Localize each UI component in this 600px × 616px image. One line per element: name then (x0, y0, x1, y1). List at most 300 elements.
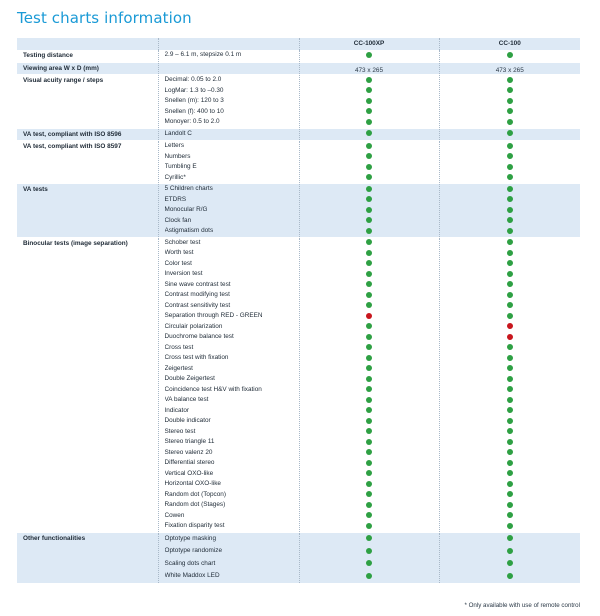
header-feature (17, 38, 158, 50)
available-dot-icon (507, 397, 513, 403)
available-dot-icon (366, 386, 372, 392)
available-dot-icon (366, 196, 372, 202)
cc-100-value (440, 96, 581, 107)
available-dot-icon (507, 98, 513, 104)
available-dot-icon (366, 439, 372, 445)
cc-100xp-cell (299, 141, 439, 184)
available-dot-icon (507, 548, 513, 554)
list-item: Random dot (Stages) (164, 501, 226, 508)
cc-100-value (440, 152, 581, 163)
list-item: Cross test (164, 343, 194, 351)
available-dot-icon (507, 130, 513, 136)
available-dot-icon (366, 108, 372, 114)
available-dot-icon (366, 334, 372, 340)
cc-100xp-cell (299, 237, 439, 532)
cc-100xp-value (300, 226, 439, 237)
list-item: Monoyer: 0.5 to 2.0 (164, 118, 220, 125)
cc-100xp-value (300, 353, 439, 364)
section-label: VA test, compliant with ISO 8597 (17, 141, 158, 184)
available-dot-icon (507, 108, 513, 114)
list-item: LogMar: 1.3 to –0.30 (164, 86, 224, 94)
available-dot-icon (366, 52, 372, 58)
list-item: Contrast modifying test (164, 291, 230, 298)
available-dot-icon (507, 143, 513, 149)
item-cell (158, 50, 299, 62)
cc-100xp-value (300, 533, 439, 546)
available-dot-icon (366, 502, 372, 508)
available-dot-icon (507, 376, 513, 382)
cc-100xp-value (300, 570, 439, 583)
list-item (165, 63, 299, 74)
table-row (17, 141, 580, 184)
list-item: Monocular R/G (164, 206, 208, 213)
cc-100xp-value (300, 558, 439, 571)
cc-100xp-value (300, 322, 439, 333)
cc-100-value (440, 521, 581, 532)
available-dot-icon (366, 186, 372, 192)
cc-100-value (440, 385, 581, 396)
cc-100-value (440, 469, 581, 480)
list-item: Clock fan (164, 216, 192, 224)
available-dot-icon (507, 449, 513, 455)
list-item: Tumbling E (164, 163, 197, 170)
available-dot-icon (366, 418, 372, 424)
list-item: Stereo valenz 20 (164, 448, 213, 456)
list-item: Stereo triangle 11 (164, 438, 215, 445)
available-dot-icon (366, 365, 372, 371)
list-item: Cross test with fixation (164, 354, 229, 361)
cc-100xp-value (300, 259, 439, 270)
list-item: Inversion test (164, 270, 203, 277)
list-item: Cowen (164, 511, 185, 519)
table-row (17, 532, 580, 583)
cc-100xp-value (300, 500, 439, 511)
cc-100-value (440, 353, 581, 364)
list-item: Separation through RED - GREEN (164, 312, 263, 319)
cc-100xp-value (300, 117, 439, 128)
cc-100-value (440, 259, 581, 270)
section-label: Viewing area W x D (mm) (17, 62, 158, 75)
available-dot-icon (507, 281, 513, 287)
cc-100xp-cell (299, 184, 439, 238)
cc-100-value (440, 332, 581, 343)
available-dot-icon (507, 217, 513, 223)
cc-100-value (440, 511, 581, 522)
cc-100xp-value (300, 205, 439, 216)
available-dot-icon (507, 523, 513, 529)
available-dot-icon (366, 292, 372, 298)
available-dot-icon (507, 271, 513, 277)
cc-100xp-value (300, 416, 439, 427)
cc-100xp-value (300, 406, 439, 417)
table-row (17, 62, 580, 75)
cc-100-value (440, 226, 581, 237)
cc-100xp-cell (299, 75, 439, 129)
cc-100xp-value (300, 141, 439, 152)
table-row (17, 237, 580, 532)
cc-100-value (440, 500, 581, 511)
list-item: Landolt C (164, 129, 192, 137)
available-dot-icon (507, 186, 513, 192)
cc-100xp-value (300, 374, 439, 385)
cc-100-value (440, 490, 581, 501)
cc-100xp-value (300, 269, 439, 280)
available-dot-icon (366, 428, 372, 434)
available-dot-icon (366, 344, 372, 350)
cc-100xp-cell (299, 128, 439, 141)
available-dot-icon (366, 535, 372, 541)
list-item: Double indicator (164, 417, 211, 424)
table-section (17, 184, 580, 238)
list-item: VA balance test (164, 396, 209, 403)
cc-100-value (440, 374, 581, 385)
cc-100xp-value (300, 427, 439, 438)
cc-100-value (440, 395, 581, 406)
available-dot-icon (366, 153, 372, 159)
list-item: Horizontal OXO-like (164, 480, 221, 487)
cc-100-value (440, 558, 581, 571)
cc-100-cell (439, 141, 580, 184)
available-dot-icon (507, 535, 513, 541)
item-cell (158, 141, 299, 184)
cc-100-value (440, 458, 581, 469)
list-item: ETDRS (164, 195, 187, 203)
cc-100-value (440, 205, 581, 216)
cc-100-value (440, 75, 581, 86)
list-item: Sine wave contrast test (164, 280, 231, 288)
section-label: Binocular tests (image separation) (17, 237, 158, 532)
available-dot-icon (507, 153, 513, 159)
cc-100xp-value (300, 479, 439, 490)
cc-100xp-value (300, 75, 439, 86)
cc-100-value (440, 533, 581, 546)
list-item: Schober test (164, 238, 201, 246)
cc-100-value (440, 195, 581, 206)
cc-100-value (440, 364, 581, 375)
cc-100-value (440, 343, 581, 354)
cc-100-value (440, 301, 581, 312)
section-label: VA tests (17, 184, 158, 238)
table-row (17, 184, 580, 238)
test-charts-table (17, 38, 580, 584)
cc-100-cell (439, 128, 580, 141)
cc-100xp-value (300, 385, 439, 396)
cc-100xp-value (300, 343, 439, 354)
table-row (17, 75, 580, 129)
cc-100-value (440, 248, 581, 259)
list-item: Scaling dots chart (164, 559, 216, 567)
list-item: Zeigertest (164, 364, 193, 372)
item-cell (158, 128, 299, 141)
cc-100-value (440, 570, 581, 583)
available-dot-icon (507, 250, 513, 256)
available-dot-icon (366, 376, 372, 382)
cc-100xp-cell (299, 532, 439, 583)
table-section (17, 141, 580, 184)
list-item: Decimal: 0.05 to 2.0 (164, 76, 222, 83)
list-item: Fixation disparity test (164, 522, 225, 529)
cc-100xp-value (300, 195, 439, 206)
available-dot-icon (366, 260, 372, 266)
available-dot-icon (366, 174, 372, 180)
cc-100-value (440, 416, 581, 427)
section-label: VA test, compliant with ISO 8596 (17, 128, 158, 141)
table-section (17, 62, 580, 75)
available-dot-icon (507, 302, 513, 308)
cc-100xp-value (300, 248, 439, 259)
available-dot-icon (366, 523, 372, 529)
cc-100xp-value (300, 490, 439, 501)
available-dot-icon (366, 98, 372, 104)
table-row (17, 50, 580, 62)
cc-100-value (440, 427, 581, 438)
cc-100-value (440, 545, 581, 558)
cc-100xp-value (300, 129, 439, 140)
cc-100xp-value (300, 63, 439, 74)
available-dot-icon (507, 470, 513, 476)
cc-100xp-value (300, 96, 439, 107)
cc-100-value (440, 117, 581, 128)
available-dot-icon (507, 174, 513, 180)
cc-100-value (440, 50, 581, 61)
header-cc-100xp: CC-100XP (299, 38, 439, 50)
cc-100xp-value (300, 238, 439, 249)
available-dot-icon (366, 470, 372, 476)
cc-100-value (440, 162, 581, 173)
available-dot-icon (366, 560, 372, 566)
list-item: Stereo test (164, 427, 196, 435)
cc-100xp-value (300, 437, 439, 448)
list-item: Circulair polarization (164, 322, 223, 330)
list-item: Numbers (164, 152, 191, 160)
available-dot-icon (366, 119, 372, 125)
footnote: * Only available with use of remote control (464, 602, 580, 609)
section-label: Visual acuity range / steps (17, 75, 158, 129)
cc-100xp-value (300, 332, 439, 343)
cc-100-value (440, 216, 581, 227)
available-dot-icon (507, 260, 513, 266)
cc-100-value (440, 311, 581, 322)
available-dot-icon (366, 573, 372, 579)
cc-100xp-value (300, 216, 439, 227)
not-available-dot-icon (366, 313, 372, 319)
cc-100-value (440, 290, 581, 301)
cc-100xp-value (300, 469, 439, 480)
available-dot-icon (507, 355, 513, 361)
cc-100xp-value (300, 290, 439, 301)
viewing-area-value: 473 x 265 (354, 66, 384, 73)
cc-100-value (440, 184, 581, 195)
available-dot-icon (366, 512, 372, 518)
available-dot-icon (507, 77, 513, 83)
available-dot-icon (507, 560, 513, 566)
available-dot-icon (366, 302, 372, 308)
table-header (17, 38, 580, 50)
table-section (17, 75, 580, 129)
available-dot-icon (507, 481, 513, 487)
available-dot-icon (366, 228, 372, 234)
available-dot-icon (507, 239, 513, 245)
list-item: Duochrome balance test (164, 333, 234, 340)
available-dot-icon (507, 344, 513, 350)
available-dot-icon (366, 239, 372, 245)
cc-100-value (440, 107, 581, 118)
table-section (17, 50, 580, 62)
not-available-dot-icon (507, 334, 513, 340)
available-dot-icon (366, 449, 372, 455)
available-dot-icon (366, 143, 372, 149)
cc-100-value (440, 322, 581, 333)
header-item (158, 38, 299, 50)
cc-100-value (440, 141, 581, 152)
available-dot-icon (366, 548, 372, 554)
item-cell (158, 532, 299, 583)
list-item: Optotype randomize (164, 547, 223, 554)
cc-100-value (440, 269, 581, 280)
list-item: 2.9 – 6.1 m, stepsize 0.1 m (164, 51, 242, 58)
list-item: Snellen (f): 400 to 10 (164, 107, 224, 115)
table-row (17, 128, 580, 141)
cc-100-cell (439, 50, 580, 62)
cc-100xp-value (300, 311, 439, 322)
cc-100xp-cell (299, 50, 439, 62)
available-dot-icon (507, 313, 513, 319)
available-dot-icon (366, 481, 372, 487)
cc-100xp-value (300, 173, 439, 184)
table-section (17, 237, 580, 532)
available-dot-icon (366, 355, 372, 361)
cc-100-value (440, 63, 581, 74)
list-item: Cyrillic* (164, 173, 186, 181)
available-dot-icon (366, 491, 372, 497)
cc-100xp-value (300, 545, 439, 558)
cc-100xp-value (300, 50, 439, 61)
viewing-area-value: 473 x 265 (495, 66, 524, 73)
cc-100xp-value (300, 395, 439, 406)
table-section (17, 128, 580, 141)
available-dot-icon (507, 502, 513, 508)
available-dot-icon (507, 52, 513, 58)
available-dot-icon (366, 271, 372, 277)
cc-100-value (440, 280, 581, 291)
available-dot-icon (507, 119, 513, 125)
available-dot-icon (507, 228, 513, 234)
available-dot-icon (507, 439, 513, 445)
available-dot-icon (507, 87, 513, 93)
available-dot-icon (507, 164, 513, 170)
list-item: Contrast sensitivity test (164, 301, 231, 309)
cc-100xp-value (300, 364, 439, 375)
cc-100-cell (439, 237, 580, 532)
cc-100xp-value (300, 458, 439, 469)
available-dot-icon (366, 77, 372, 83)
available-dot-icon (366, 217, 372, 223)
cc-100xp-value (300, 162, 439, 173)
cc-100xp-value (300, 280, 439, 291)
available-dot-icon (366, 397, 372, 403)
cc-100xp-value (300, 107, 439, 118)
cc-100-value (440, 86, 581, 97)
item-cell (158, 75, 299, 129)
available-dot-icon (507, 207, 513, 213)
available-dot-icon (507, 386, 513, 392)
cc-100xp-value (300, 521, 439, 532)
available-dot-icon (507, 573, 513, 579)
test-charts-table-wrapper (17, 38, 580, 584)
list-item: Indicator (164, 406, 190, 414)
section-label: Other functionalities (17, 532, 158, 583)
available-dot-icon (366, 207, 372, 213)
item-cell (158, 62, 299, 75)
cc-100xp-value (300, 152, 439, 163)
list-item: White Maddox LED (164, 572, 220, 579)
list-item: Vertical OXO-like (164, 469, 214, 477)
cc-100-value (440, 238, 581, 249)
cc-100-value (440, 173, 581, 184)
cc-100-cell (439, 184, 580, 238)
list-item: Optotype masking (164, 534, 217, 542)
available-dot-icon (366, 323, 372, 329)
list-item: Color test (164, 259, 192, 267)
section-label: Testing distance (17, 50, 158, 62)
list-item: Letters (164, 142, 185, 149)
available-dot-icon (507, 418, 513, 424)
cc-100-value (440, 129, 581, 140)
item-cell (158, 184, 299, 238)
cc-100xp-value (300, 301, 439, 312)
list-item: 5 Children charts (164, 185, 213, 192)
available-dot-icon (507, 292, 513, 298)
available-dot-icon (507, 407, 513, 413)
list-item: Astigmatism dots (164, 227, 214, 234)
cc-100-value (440, 479, 581, 490)
available-dot-icon (507, 365, 513, 371)
cc-100-value (440, 406, 581, 417)
table-section (17, 532, 580, 583)
available-dot-icon (507, 512, 513, 518)
cc-100-cell (439, 62, 580, 75)
cc-100-cell (439, 75, 580, 129)
available-dot-icon (507, 196, 513, 202)
list-item: Worth test (164, 249, 194, 256)
cc-100-value (440, 448, 581, 459)
cc-100xp-value (300, 86, 439, 97)
list-item: Snellen (m): 120 to 3 (164, 97, 224, 104)
available-dot-icon (507, 491, 513, 497)
available-dot-icon (507, 460, 513, 466)
available-dot-icon (366, 407, 372, 413)
available-dot-icon (366, 164, 372, 170)
not-available-dot-icon (507, 323, 513, 329)
available-dot-icon (366, 87, 372, 93)
page-title: Test charts information (17, 9, 192, 27)
header-cc-100: CC-100 (439, 38, 580, 50)
list-item: Double Zeigertest (164, 375, 215, 382)
list-item: Coincidence test H&V with fixation (164, 385, 262, 393)
cc-100xp-value (300, 184, 439, 195)
cc-100xp-value (300, 511, 439, 522)
item-cell (158, 237, 299, 532)
list-item: Random dot (Topcon) (164, 490, 226, 498)
available-dot-icon (366, 281, 372, 287)
cc-100-cell (439, 532, 580, 583)
available-dot-icon (366, 130, 372, 136)
cc-100-value (440, 437, 581, 448)
cc-100xp-value (300, 448, 439, 459)
cc-100xp-cell (299, 62, 439, 75)
available-dot-icon (507, 428, 513, 434)
available-dot-icon (366, 460, 372, 466)
